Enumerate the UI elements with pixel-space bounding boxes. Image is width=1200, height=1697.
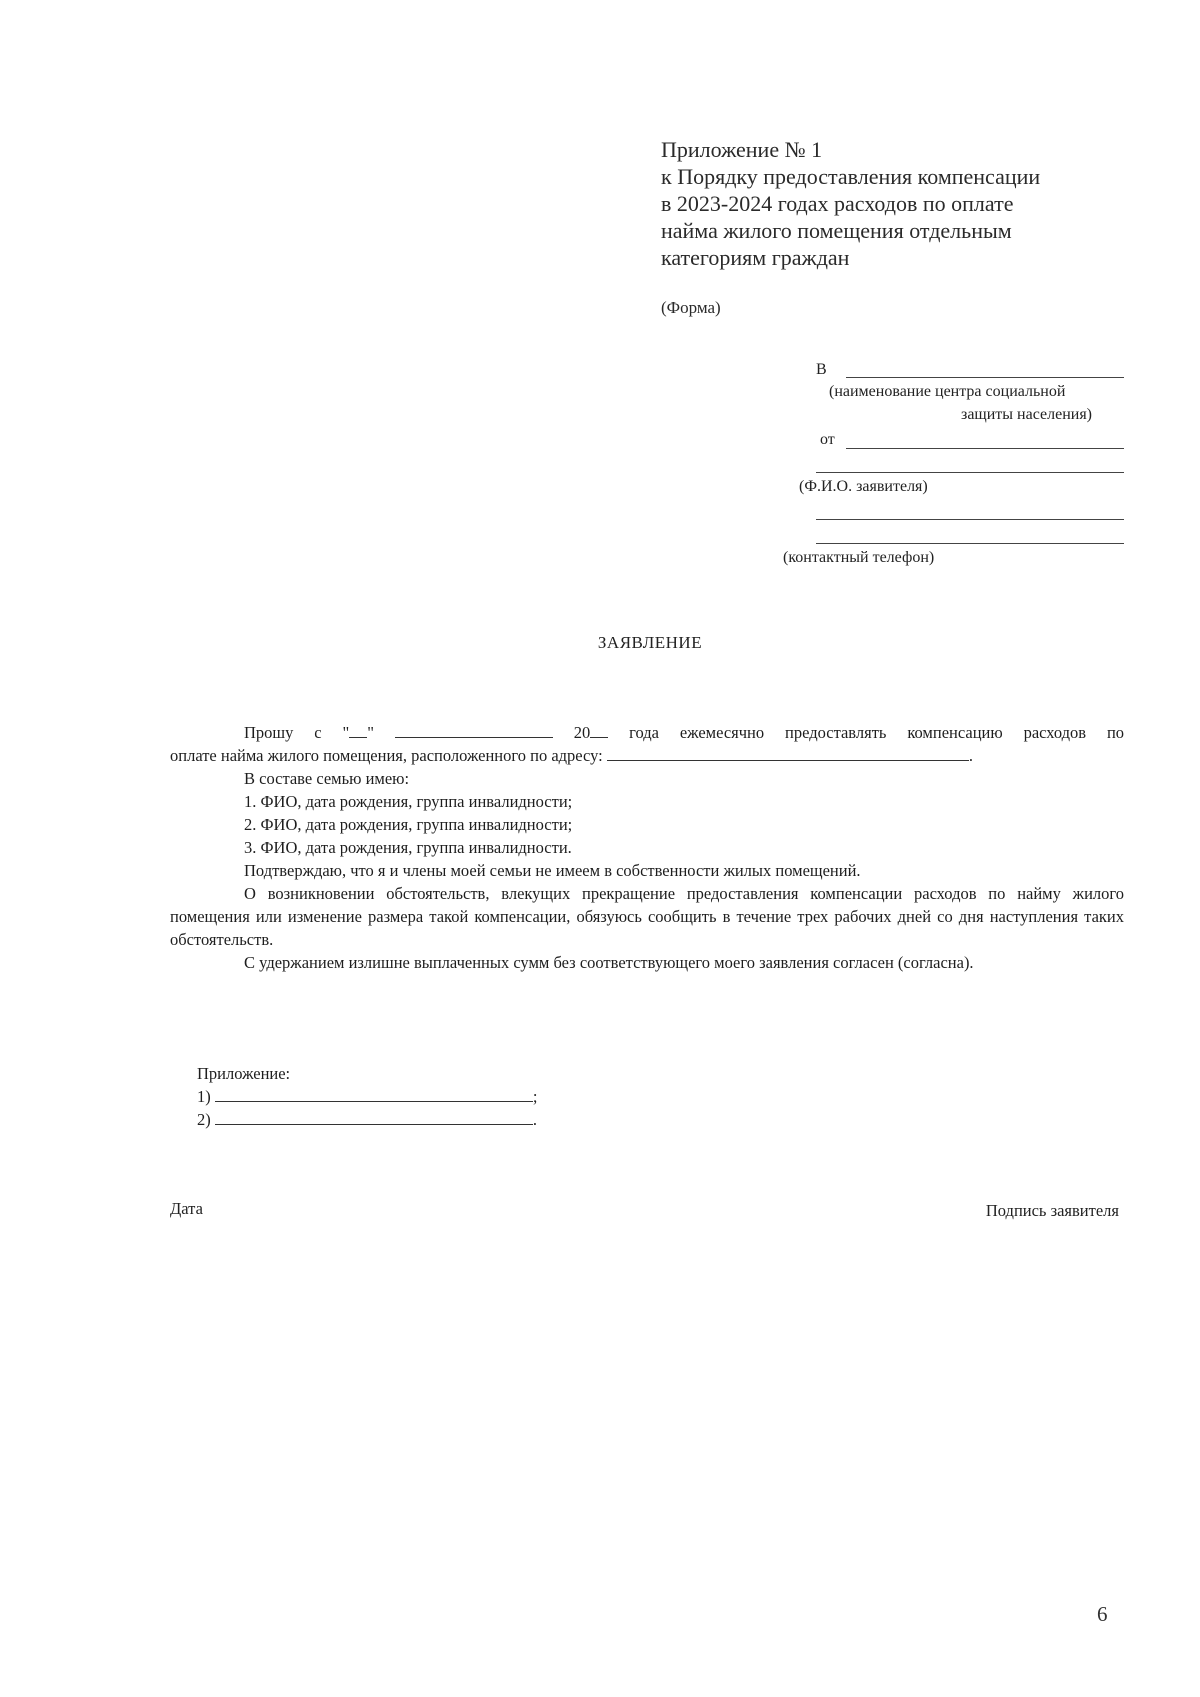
year-blank[interactable] (590, 723, 608, 738)
attachment-item: 1) ; (197, 1087, 538, 1106)
family-item: 3. ФИО, дата рождения, группа инвалидности. (244, 838, 572, 857)
attachment-2-blank[interactable] (215, 1110, 533, 1125)
annex-line: найма жилого помещения отдельным (661, 218, 1012, 243)
confirm-paragraph: Подтверждаю, что я и члены моей семьи не имеем в собственности жилых помещений. (244, 861, 861, 880)
attachments-heading: Приложение: (197, 1064, 291, 1083)
attachment-1-blank[interactable] (215, 1087, 533, 1102)
page-number: 6 (1097, 1602, 1108, 1626)
annex-heading (661, 136, 1040, 271)
phone-label: (контактный телефон) (783, 549, 935, 566)
fio-label: (Ф.И.О. заявителя) (799, 478, 928, 495)
center-name-line[interactable] (846, 377, 1124, 378)
document-title: ЗАЯВЛЕНИЕ (597, 633, 703, 652)
family-item: 1. ФИО, дата рождения, группа инвалидности; (244, 792, 573, 811)
annex-line: категориям граждан (661, 245, 850, 270)
applicant-name-line-2[interactable] (816, 472, 1124, 473)
request-line-2: оплате найма жилого помещения, расположенного по адресу: . (170, 746, 973, 765)
annex-line: в 2023-2024 годах расходов по оплате (661, 191, 1014, 216)
day-blank[interactable] (349, 723, 367, 738)
date-label: Дата (170, 1199, 203, 1218)
center-label: (наименование центра социальной (829, 383, 1066, 400)
phone-line[interactable] (816, 543, 1124, 544)
consent-paragraph: С удержанием излишне выплаченных сумм без соответствующего моего заявления согласен (согласна). (244, 953, 974, 972)
month-blank[interactable] (395, 723, 553, 738)
obligation-paragraph: О возникновении обстоятельств, влекущих прекращение предоставления компенсации расходов по найму жилого помещения или изменение размера такой компенсации, обязуюсь сообщить в течение трех рабочих дней со дня наступления таких обстоятельств. (170, 884, 1124, 949)
annex-line: к Порядку предоставления компенсации (661, 164, 1041, 189)
attachment-item: 2) . (197, 1110, 537, 1129)
extra-line[interactable] (816, 519, 1124, 520)
annex-line: Приложение № 1 (661, 137, 823, 162)
signature-label: Подпись заявителя (985, 1201, 1119, 1220)
attachments (197, 1062, 537, 1131)
family-intro: В составе семью имею: (244, 769, 410, 788)
form-label: (Форма) (661, 298, 721, 317)
from-prefix: от (820, 431, 835, 448)
statement-body (170, 721, 1124, 974)
applicant-name-line[interactable] (846, 448, 1124, 449)
address-blank[interactable] (607, 746, 969, 761)
request-line: Прошу с " " 20 года ежемесячно предоставлять компенсацию расходов по (244, 723, 1125, 742)
center-label-cont: защиты населения) (961, 406, 1093, 423)
to-prefix: В (816, 361, 827, 378)
family-item: 2. ФИО, дата рождения, группа инвалидности; (244, 815, 573, 834)
